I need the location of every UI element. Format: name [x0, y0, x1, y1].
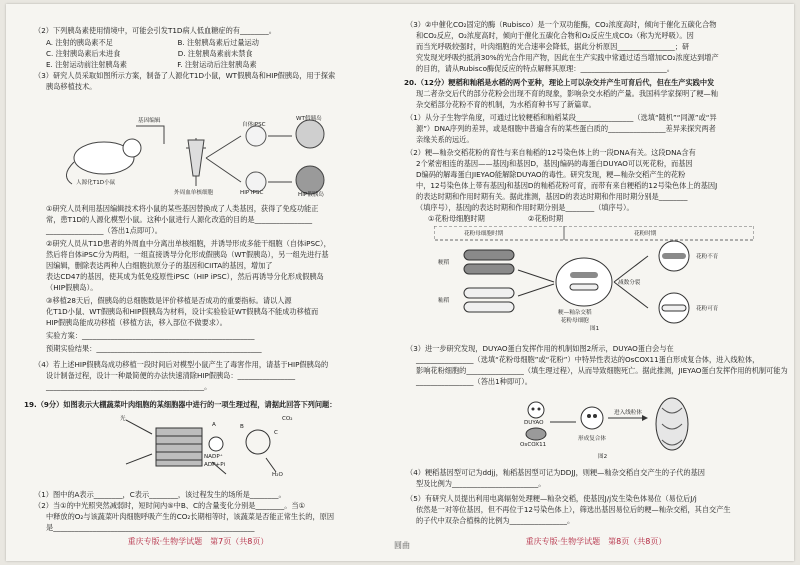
text-line: 的子代中双杂合植株的比例为________________。: [416, 516, 575, 525]
text-line: 中释放的O₂与该蔬菜叶肉细胞呼吸产生的CO₂长期相等时，该蔬菜是否能正常生长的，原因: [46, 512, 335, 521]
text-line: 的表达时期和作用时期有关。据此推测，基因D的表达时期和作用时期分别是________: [416, 192, 688, 201]
thylakoid-svg: [116, 414, 316, 482]
text-line: 因编辑，删除表达两种人白细胞抗原分子的基因和CIITA的基因，增加了: [46, 261, 273, 270]
text-line: （3）研究人员采取如图所示方案，制备了人源化T1D小鼠，WT假胰岛和HIP假胰岛，用于探索: [34, 71, 336, 80]
light-label: 光: [120, 416, 126, 422]
text-line: 依然是一对等位基因，但不再位于12号染色体上），筛选出基因易位后的粳—籼杂交稻，其自交产生: [416, 505, 731, 514]
text-line: ________________（选填“花粉母细胞”或“花粉”）中特异性表达的OsCOX11蛋白形成复合体，进入线粒体，: [416, 355, 760, 364]
cox-label: OsCOX11: [520, 442, 547, 448]
text-line: 亲缘关系的远近。: [416, 135, 474, 144]
text-line: 预期实验结果：______________________________________________: [46, 344, 262, 353]
complex-label: 形成复合体: [578, 436, 606, 442]
text-line: 2个紧密相连的基因——基因J和基因D，基因J编码的毒蛋白DUYAO可以死花粉，而基因: [416, 159, 693, 168]
nadp-label: NADP⁺: [204, 454, 223, 460]
text-line: 中，12号染色体上带有基因J和基因D的籼稻花粉可育，而带有来自粳稻的12号染色体上的基因J: [416, 181, 718, 190]
text-line: 是________________________________________________________: [46, 523, 255, 532]
left-column: [6, 4, 390, 561]
text-line: 和CO₂反应，O₂浓度高时，倾向于催化五碳化合物和O₂反应生成CO₂（称为光呼吸）。因: [416, 31, 694, 40]
h2o-label: H₂O: [272, 472, 283, 478]
co2-label: CO₂: [282, 416, 293, 422]
text-line: E. 注射运动前注射胰岛素 F. 注射运动后注射胰岛素: [46, 60, 257, 69]
text-line: （3）进一步研究发现，DUYAO蛋白发挥作用的机制如图2所示，DUYAO蛋白会与在: [406, 344, 674, 353]
text-line: 表达CD47的基因，使其成为低免疫原性iPSC（HIP iPSC），然后再诱导分化形成假胰岛: [46, 272, 324, 281]
stamp-text: 圆曲: [394, 541, 410, 550]
text-line: 现二者杂交后代的部分花粉会出现不育的现象，影响杂交水稻的产量。我国科学家探明了粳—籼: [416, 89, 718, 98]
gene-edit-label: 基因编辑: [138, 118, 161, 124]
text-line: 常，患T1D的人源化模型小鼠。这种小鼠进行人源化改造的目的是________________: [46, 215, 313, 224]
text-line: 实验方案：________________________________________________: [46, 331, 255, 340]
figure-2-svg: [514, 396, 714, 460]
page-footer-left: 重庆专版·生物学试题 第7页（共8页）: [127, 537, 269, 546]
text-line: HIP假胰岛能成功移植（移植方法，移入部位不做要求）。: [46, 318, 227, 327]
text-line: 影响花粉细胞的________________（填生理过程），从而导致细胞死亡。据此推测，JIEYAO蛋白发挥作用的机制可能为: [416, 366, 788, 375]
fig1-title1: 花粉母细胞时期: [464, 231, 504, 237]
text-line: （2）下列胰岛素使用情境中，可能会引发T1D病人低血糖症的有________。: [34, 26, 276, 35]
question-19-title: 19.（9分）如图表示大棚蔬菜叶肉细胞的某细胞器中进行的一项生理过程，请据此回答下列问题：: [24, 400, 337, 409]
text-line: ②研究人员从T1D患者的外周血中分离出单核细胞，并诱导形成多能干细胞（自体iPSC），: [46, 239, 331, 248]
text-line: （3）②中催化CO₂固定的酶（Rubisco）是一个双功能酶，CO₂浓度高时，倾向于催化五碳化合物: [406, 20, 717, 29]
meiosis-label: 减数分裂: [618, 280, 641, 286]
a-label: A: [212, 422, 216, 428]
b-label: B: [240, 424, 244, 430]
exam-sheet: [6, 4, 794, 561]
auto-ipsc-label: 自体iPSC: [242, 122, 266, 128]
text-line: 的目的，请从Rubisco酶促反应的特点解释其原理：________________________。: [416, 64, 674, 73]
figure-2: [514, 396, 714, 460]
text-line: （1）图中的A表示________，C表示________，该过程发生的场所是________。: [34, 490, 286, 499]
figure-1: [434, 226, 754, 330]
adp-label: ADP+Pi: [204, 462, 225, 468]
mouse-label: 人源化T1D小鼠: [76, 180, 116, 186]
text-line: （填序号），基因J的表达时期和作用时期分别是________（填序号）。: [416, 203, 634, 212]
text-line: （4）若上述HIP假胰岛成功移植一段时间后对模型小鼠产生了毒害作用，请基于HIP假胰岛的: [34, 360, 329, 369]
fig1-caption: 图1: [590, 326, 600, 332]
text-line: D编码的解毒蛋白JIEYAO能解除DUYAO的毒性。研究发现，粳—籼杂交稻产生的花粉: [416, 170, 686, 179]
text-line: （4）粳稻基因型可记为ddjj，籼稻基因型可记为DDJJ，则粳—籼杂交稻自交产生的子代的基因: [406, 468, 705, 477]
text-line: ①研究人员利用基因编辑技术将小鼠的某些基因替换成了人类基因，获得了免疫功能正: [46, 204, 319, 213]
text-line: （5）有研究人员提出利用电离辐射处理粳—籼杂交稻，使基因J/j发生染色体易位（易位后J/j: [406, 494, 697, 503]
sterile-label: 花粉不育: [696, 254, 719, 260]
text-line: 杂交稻部分花粉不育的机制，为水稻育种书写了新篇章。: [416, 100, 596, 109]
c-label: C: [274, 430, 278, 436]
text-line: （2）粳—籼杂交稻花粉的育性与来自籼稻的12号染色体上的一段DNA有关。这段DNA含有: [406, 148, 696, 157]
hip-ipsc-label: HIP iPSC: [240, 190, 264, 196]
text-line: 而当光呼吸较强时，叶肉细胞的光合速率会降低，据此分析原因________________；研: [416, 42, 690, 51]
text-line: （2）当①的中光照突然减弱时，短时间内⑤中B、C的含量变化分别是________。当①: [34, 501, 306, 510]
text-line: ③移植28天后，假胰岛的总细胞数是评价移植是否成功的重要指标。请以人源: [46, 296, 292, 305]
fig2-caption: 图2: [598, 454, 608, 460]
wt-islet-label: WT假胰岛: [296, 116, 322, 122]
islet-transplant-figure: [66, 96, 366, 196]
text-line: （HIP假胰岛）。: [46, 283, 98, 292]
text-line: ________________（答出1点即可）。: [46, 226, 162, 235]
enter-label: 进入线粒体: [614, 410, 642, 416]
page-footer-right: 重庆专版·生物学试题 第8页（共8页）: [525, 537, 667, 546]
text-line: 究发现光呼吸约抵消30%的光合作用产物，因此在生产实践中常通过适当增加CO₂浓度达到增产: [416, 53, 719, 62]
indica-label: 籼稻: [438, 298, 450, 304]
text-line: 化T1D小鼠、WT假胰岛和HIP假胰岛为材料，设计实验验证WT假胰岛不能成功移植而: [46, 307, 319, 316]
text-line: A. 注射的胰岛素不足 B. 注射胰岛素后过量运动: [46, 38, 259, 47]
fig1-title2: 花粉时期: [634, 231, 657, 237]
hybrid-label: 粳—籼杂交稻 花粉母细胞: [558, 310, 592, 324]
text-line: （1）从分子生物学角度，可通过比较粳稻和籼稻某段________________（选填“随机”“同源”或“异: [406, 113, 717, 122]
japonica-label: 粳稻: [438, 260, 450, 266]
hip-islet-label: HIP假胰岛: [298, 192, 325, 198]
text-line: 然后将自体iPSC分为两组，一组直接诱导分化形成假胰岛（WT假胰岛），另一组先进行基: [46, 250, 329, 259]
text-line: C. 注射胰岛素后未进食 D. 注射胰岛素前未禁食: [46, 49, 253, 58]
text-line: 胰岛移植技术。: [46, 82, 97, 91]
duyao-label: DUYAO: [524, 420, 544, 426]
text-line: 型及比例为________________________。: [416, 479, 546, 488]
figure-1-svg: [434, 226, 754, 330]
text-line: 源”）DNA序列的差异，或是细胞中普遍含有的某些蛋白质的________________差异来探究两者: [416, 124, 716, 133]
blood-label: 外周血单核细胞: [174, 190, 214, 196]
question-20-title: 20.（12分）粳稻和籼稻是水稻的两个亚种，理论上可以杂交并产生可育后代，但在生产实践中发: [404, 78, 715, 87]
text-line: ____________________________________________。: [46, 382, 212, 391]
fertile-label: 花粉可育: [696, 306, 719, 312]
thylakoid-figure: [116, 414, 316, 482]
right-column: [404, 4, 788, 561]
text-line: 设计制备过程，设计一种最简便的办法快速清除HIP假胰岛：________________: [46, 371, 296, 380]
text-line: ________________（答出1种即可）。: [416, 377, 532, 386]
text-line: ①花粉母细胞时期 ②花粉时期: [428, 214, 564, 223]
